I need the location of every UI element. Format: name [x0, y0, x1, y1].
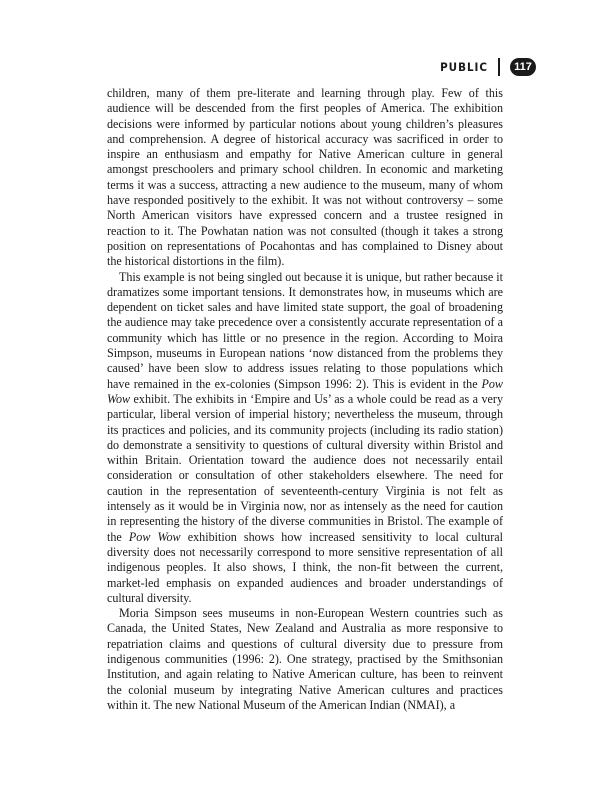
header-divider — [498, 58, 500, 76]
italic-title: Pow Wow — [107, 376, 503, 406]
text-run: exhibit. The exhibits in ‘Empire and Us’ as a whole could be read as a very particular, liberal version of imperial history; nevertheless the museum, through its practices and policies, and its community projects (including its radio station) do demonstrate a sensitivity to questions of cultural diversity within Bristol and within Britain. Orientation toward the audience does not necessarily entail consideration or consultation of other stakeholders elsewhere. The need for caution in the representation of seventeenth-century Virginia is not felt as intensely as it would be in Virginia now, nor as intensely as the need for caution in representing the history of the diverse communities in Bristol. The example of the — [107, 391, 503, 544]
paragraph-3 — [107, 606, 503, 713]
section-title: PUBLIC — [440, 60, 488, 74]
text-run: This example is not being singled out because it is unique, but rather because it dramatizes some important tensions. It demonstrates how, in museums which are dependent on ticket sales and have limited state support, the goal of broadening the audience may take precedence over a consistently accurate representation of a community which has little or no presence in the region. According to Moira Simpson, museums in European nations ‘now distanced from the problems they caused’ have been slow to address issues relating to those populations which have remained in the ex-colonies (Simpson 1996: 2). This is evident in the — [107, 269, 503, 391]
text-run: Moria Simpson sees museums in non-European Western countries such as Canada, the United States, New Zealand and Australia as more responsive to repatriation claims and questions of cultural diversity due to pressure from indigenous communities (1996: 2). One strategy, practised by the Smithsonian Institution, and again relating to Native American culture, has been to reinvent the colonial museum by integrating Native American cultures and practices within it. The new National Museum of the American Indian (NMAI), a — [107, 606, 503, 712]
page-number-badge: 117 — [510, 58, 536, 76]
paragraph-2 — [107, 270, 503, 607]
running-head — [440, 58, 536, 76]
italic-title: Pow Wow — [128, 529, 181, 544]
text-run: exhibition shows how increased sensitivity to local cultural diversity does not necessarily correspond to more sensitive representation of all indigenous peoples. It also shows, I think, the non-fit between the current, market-led emphasis on expanded audiences and broader understandings of cultural diversity. — [107, 529, 503, 605]
text-run: children, many of them pre-literate and learning through play. Few of this audience will be descended from the first peoples of America. The exhibition decisions were informed by particular notions about young children’s pleasures and comprehension. A degree of historical accuracy was sacrificed in order to inspire an enthusiasm and empathy for Native American culture in general amongst preschoolers and primary school children. In economic and marketing terms it was a success, attracting a new audience to the museum, many of whom have responded positively to the exhibit. It was not without controversy – some North American visitors have expressed concern and a trustee resigned in reaction to it. The Powhatan nation was not consulted (though it takes a strong position on representations of Pocahontas and has complained to Disney about the historical distortions in the film). — [107, 86, 503, 269]
body-text — [107, 86, 503, 713]
paragraph-1 — [107, 86, 503, 270]
